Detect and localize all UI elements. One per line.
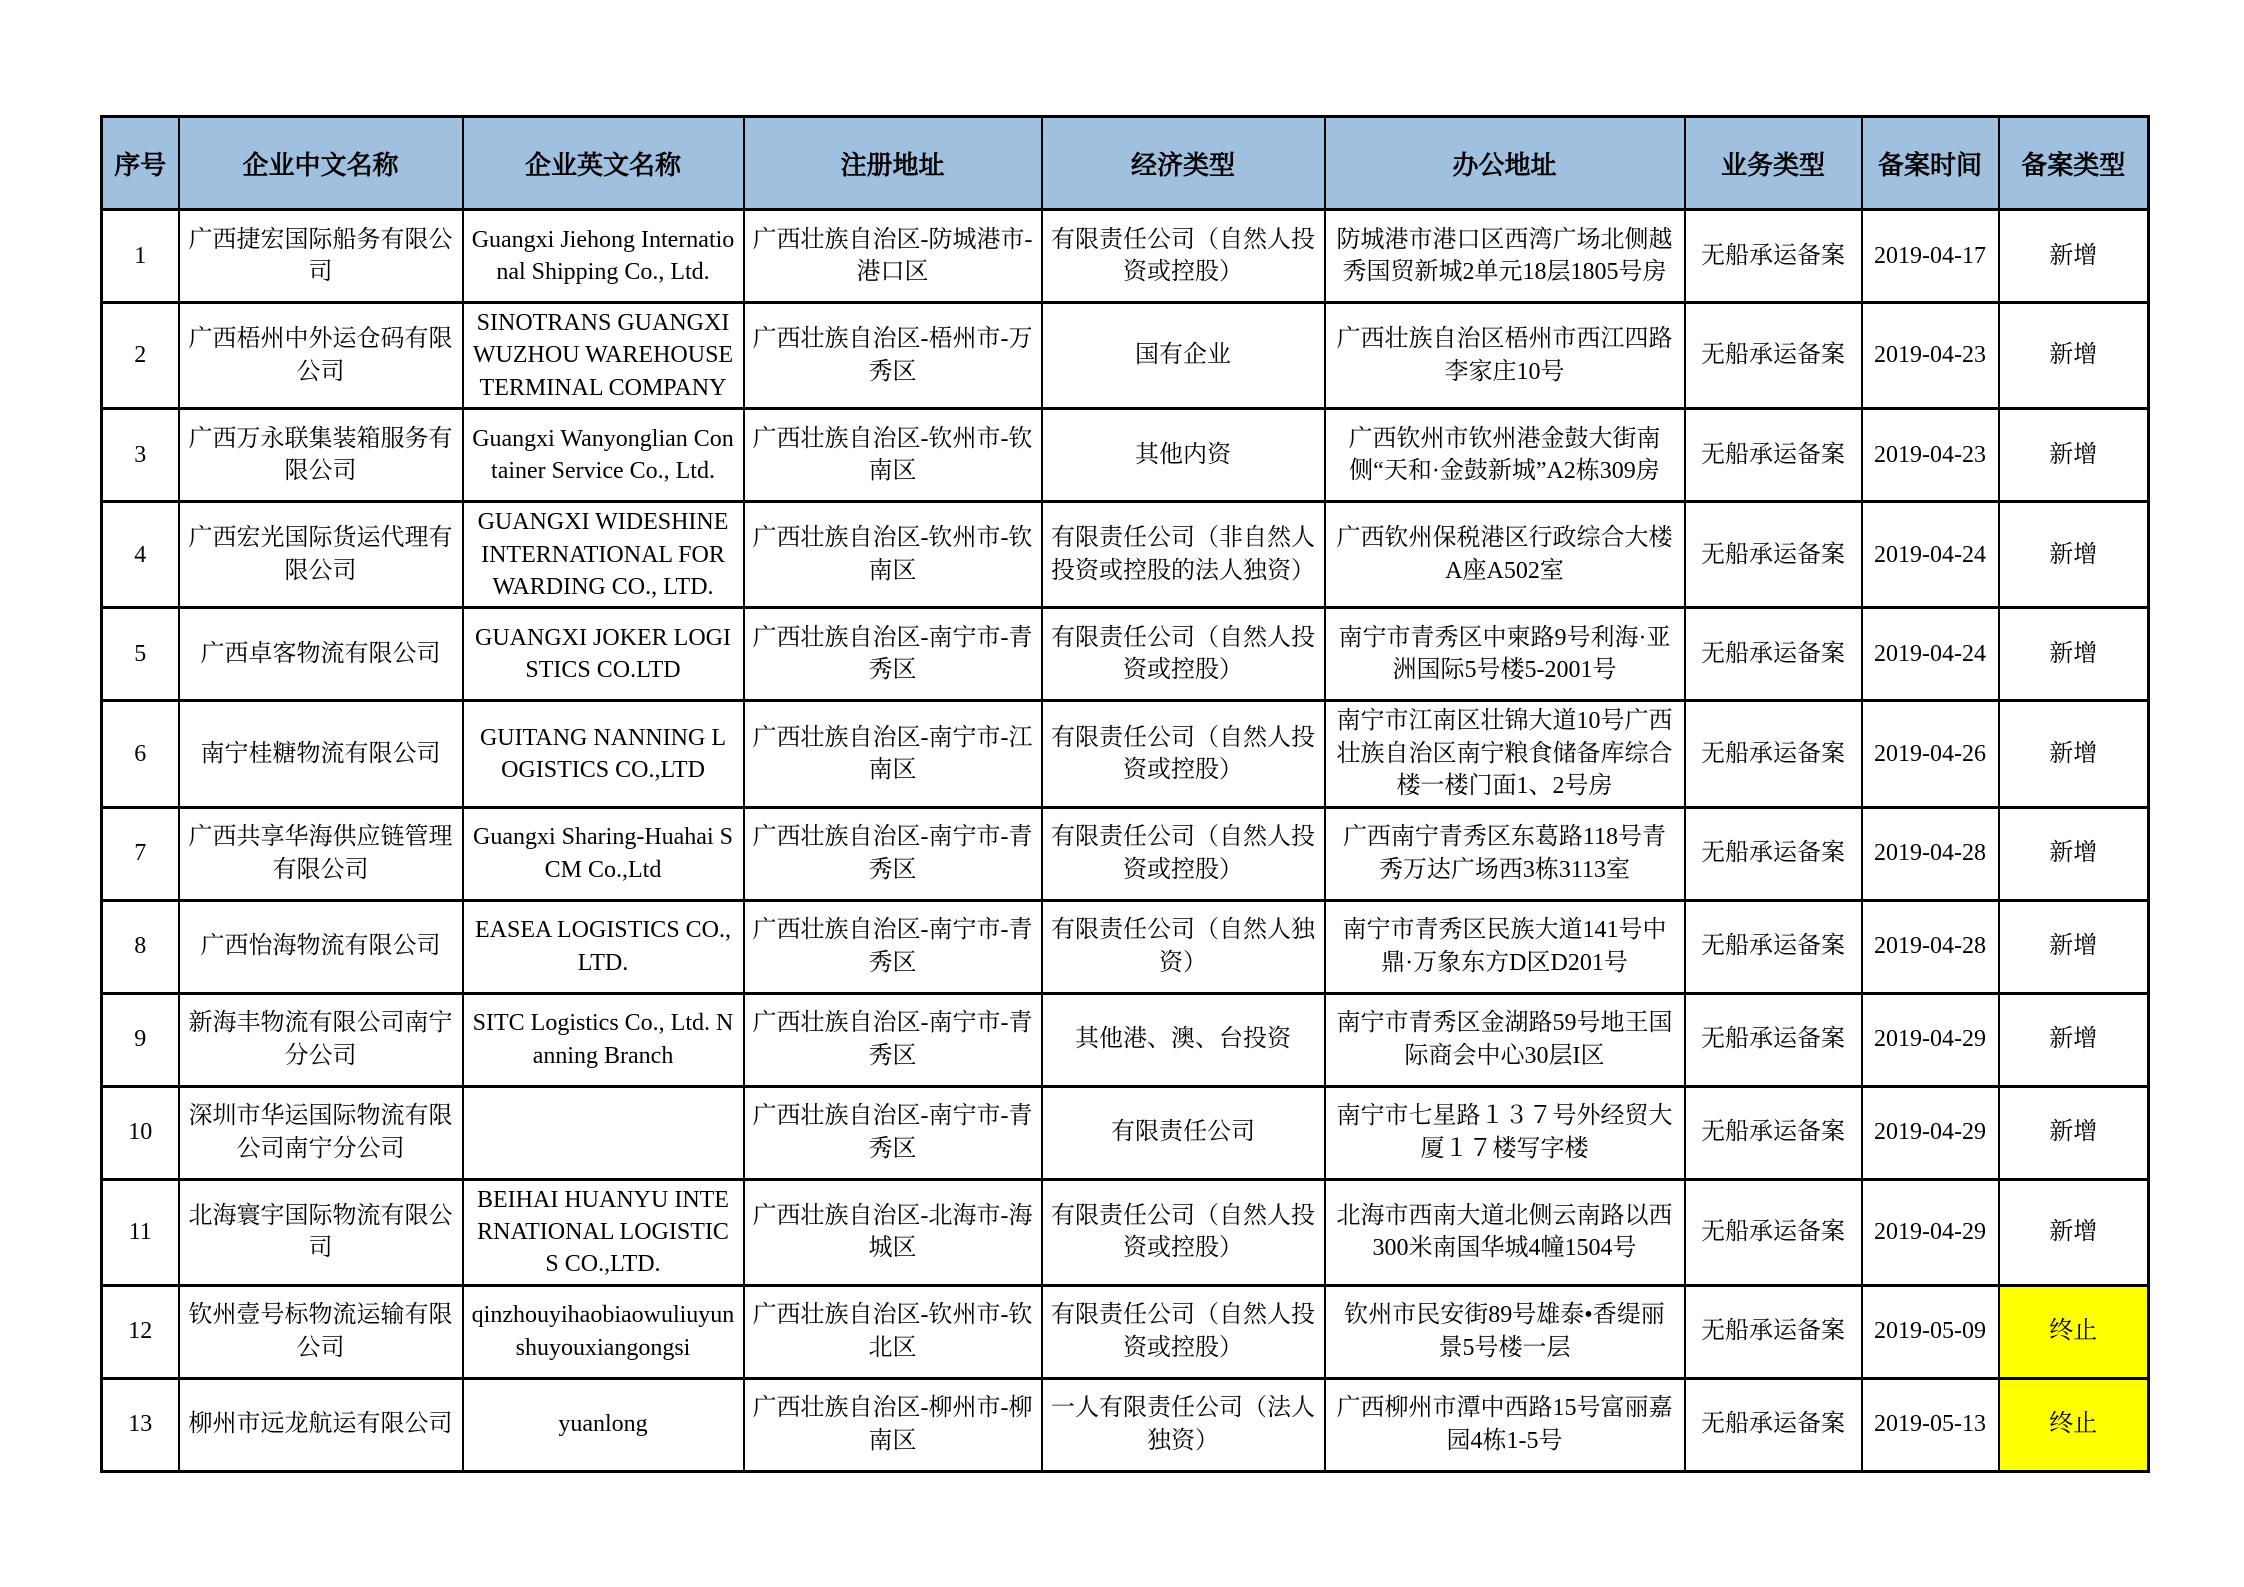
cell-en-name: GUANGXI JOKER LOGISTICS CO.LTD (463, 608, 744, 701)
cell-cn-name: 广西怡海物流有限公司 (179, 900, 463, 993)
cell-biz-type: 无船承运备案 (1685, 1378, 1862, 1471)
cell-cn-name: 广西宏光国际货运代理有限公司 (179, 502, 463, 608)
cell-econ-type: 有限责任公司（自然人投资或控股） (1042, 1179, 1325, 1285)
cell-biz-type: 无船承运备案 (1685, 409, 1862, 502)
cell-filing-date: 2019-04-17 (1862, 210, 1999, 303)
cell-filing-date: 2019-04-29 (1862, 993, 1999, 1086)
column-header-econ_type: 经济类型 (1042, 117, 1325, 210)
cell-serial: 9 (102, 993, 179, 1086)
cell-filing-date: 2019-05-09 (1862, 1285, 1999, 1378)
cell-filing-date: 2019-04-29 (1862, 1179, 1999, 1285)
cell-en-name: BEIHAI HUANYU INTERNATIONAL LOGISTICS CO.,LTD. (463, 1179, 744, 1285)
cell-cn-name: 柳州市远龙航运有限公司 (179, 1378, 463, 1471)
cell-cn-name: 南宁桂糖物流有限公司 (179, 701, 463, 807)
cell-office-address: 北海市西南大道北侧云南路以西300米南国华城4幢1504号 (1325, 1179, 1685, 1285)
cell-en-name: EASEA LOGISTICS CO., LTD. (463, 900, 744, 993)
cell-office-address: 广西南宁青秀区东葛路118号青秀万达广场西3栋3113室 (1325, 807, 1685, 900)
cell-reg-address: 广西壮族自治区-南宁市-青秀区 (744, 807, 1042, 900)
nvocc-filing-table (100, 115, 2150, 1473)
cell-serial: 2 (102, 303, 179, 409)
cell-filing-date: 2019-04-23 (1862, 409, 1999, 502)
cell-office-address: 南宁市江南区壮锦大道10号广西壮族自治区南宁粮食储备库综合楼一楼门面1、2号房 (1325, 701, 1685, 807)
cell-office-address: 南宁市七星路１３７号外经贸大厦１７楼写字楼 (1325, 1086, 1685, 1179)
cell-reg-address: 广西壮族自治区-钦州市-钦南区 (744, 409, 1042, 502)
cell-biz-type: 无船承运备案 (1685, 701, 1862, 807)
column-header-no: 序号 (102, 117, 179, 210)
cell-cn-name: 广西共享华海供应链管理有限公司 (179, 807, 463, 900)
cell-biz-type: 无船承运备案 (1685, 1086, 1862, 1179)
cell-serial: 8 (102, 900, 179, 993)
cell-biz-type: 无船承运备案 (1685, 900, 1862, 993)
cell-filing-type: 新增 (1999, 210, 2149, 303)
cell-filing-type: 新增 (1999, 303, 2149, 409)
cell-reg-address: 广西壮族自治区-防城港市-港口区 (744, 210, 1042, 303)
table-row (102, 900, 2149, 993)
cell-office-address: 南宁市青秀区金湖路59号地王国际商会中心30层I区 (1325, 993, 1685, 1086)
table-row (102, 1086, 2149, 1179)
cell-reg-address: 广西壮族自治区-南宁市-青秀区 (744, 900, 1042, 993)
cell-filing-date: 2019-04-24 (1862, 502, 1999, 608)
cell-econ-type: 有限责任公司 (1042, 1086, 1325, 1179)
cell-biz-type: 无船承运备案 (1685, 608, 1862, 701)
cell-office-address: 南宁市青秀区民族大道141号中鼎·万象东方D区D201号 (1325, 900, 1685, 993)
cell-office-address: 钦州市民安街89号雄泰•香缇丽景5号楼一层 (1325, 1285, 1685, 1378)
cell-filing-date: 2019-04-26 (1862, 701, 1999, 807)
table-row (102, 807, 2149, 900)
cell-econ-type: 有限责任公司（自然人投资或控股） (1042, 210, 1325, 303)
cell-filing-type: 新增 (1999, 807, 2149, 900)
cell-serial: 4 (102, 502, 179, 608)
cell-filing-date: 2019-04-24 (1862, 608, 1999, 701)
cell-en-name: qinzhouyihaobiaowuliuyunshuyouxiangongsi (463, 1285, 744, 1378)
cell-office-address: 南宁市青秀区中柬路9号利海·亚洲国际5号楼5-2001号 (1325, 608, 1685, 701)
cell-biz-type: 无船承运备案 (1685, 1285, 1862, 1378)
cell-serial: 12 (102, 1285, 179, 1378)
cell-reg-address: 广西壮族自治区-南宁市-青秀区 (744, 608, 1042, 701)
cell-filing-type: 新增 (1999, 409, 2149, 502)
cell-econ-type: 有限责任公司（自然人投资或控股） (1042, 608, 1325, 701)
column-header-reg_address: 注册地址 (744, 117, 1042, 210)
table-row (102, 1179, 2149, 1285)
cell-biz-type: 无船承运备案 (1685, 502, 1862, 608)
table-row (102, 303, 2149, 409)
cell-serial: 3 (102, 409, 179, 502)
table-header-row (102, 117, 2149, 210)
cell-filing-type: 新增 (1999, 1179, 2149, 1285)
column-header-biz_type: 业务类型 (1685, 117, 1862, 210)
cell-en-name: SITC Logistics Co., Ltd. Nanning Branch (463, 993, 744, 1086)
cell-filing-date: 2019-04-28 (1862, 900, 1999, 993)
cell-biz-type: 无船承运备案 (1685, 303, 1862, 409)
column-header-en_name: 企业英文名称 (463, 117, 744, 210)
cell-serial: 5 (102, 608, 179, 701)
cell-econ-type: 有限责任公司（自然人投资或控股） (1042, 1285, 1325, 1378)
cell-econ-type: 有限责任公司（自然人投资或控股） (1042, 807, 1325, 900)
cell-econ-type: 有限责任公司（自然人独资） (1042, 900, 1325, 993)
cell-econ-type: 有限责任公司（非自然人投资或控股的法人独资） (1042, 502, 1325, 608)
cell-biz-type: 无船承运备案 (1685, 1179, 1862, 1285)
cell-reg-address: 广西壮族自治区-南宁市-青秀区 (744, 1086, 1042, 1179)
cell-filing-date: 2019-04-28 (1862, 807, 1999, 900)
cell-filing-type: 新增 (1999, 900, 2149, 993)
cell-reg-address: 广西壮族自治区-柳州市-柳南区 (744, 1378, 1042, 1471)
cell-serial: 1 (102, 210, 179, 303)
cell-cn-name: 新海丰物流有限公司南宁分公司 (179, 993, 463, 1086)
cell-reg-address: 广西壮族自治区-梧州市-万秀区 (744, 303, 1042, 409)
cell-en-name: SINOTRANS GUANGXI WUZHOU WAREHOUSE TERMINAL COMPANY (463, 303, 744, 409)
cell-office-address: 防城港市港口区西湾广场北侧越秀国贸新城2单元18层1805号房 (1325, 210, 1685, 303)
table-row (102, 409, 2149, 502)
cell-filing-type: 终止 (1999, 1378, 2149, 1471)
cell-filing-type: 新增 (1999, 502, 2149, 608)
cell-en-name (463, 1086, 744, 1179)
cell-en-name: Guangxi Jiehong International Shipping Co., Ltd. (463, 210, 744, 303)
table-row (102, 608, 2149, 701)
cell-econ-type: 有限责任公司（自然人投资或控股） (1042, 701, 1325, 807)
cell-biz-type: 无船承运备案 (1685, 993, 1862, 1086)
table-row (102, 993, 2149, 1086)
table-row (102, 1285, 2149, 1378)
cell-serial: 10 (102, 1086, 179, 1179)
column-header-filing_type: 备案类型 (1999, 117, 2149, 210)
cell-biz-type: 无船承运备案 (1685, 807, 1862, 900)
cell-serial: 11 (102, 1179, 179, 1285)
cell-cn-name: 北海寰宇国际物流有限公司 (179, 1179, 463, 1285)
table-row (102, 210, 2149, 303)
column-header-office_address: 办公地址 (1325, 117, 1685, 210)
cell-filing-type: 新增 (1999, 993, 2149, 1086)
cell-cn-name: 广西捷宏国际船务有限公司 (179, 210, 463, 303)
cell-reg-address: 广西壮族自治区-北海市-海城区 (744, 1179, 1042, 1285)
cell-office-address: 广西壮族自治区梧州市西江四路李家庄10号 (1325, 303, 1685, 409)
cell-filing-type: 新增 (1999, 608, 2149, 701)
cell-filing-date: 2019-04-23 (1862, 303, 1999, 409)
cell-econ-type: 其他港、澳、台投资 (1042, 993, 1325, 1086)
cell-en-name: Guangxi Sharing-Huahai SCM Co.,Ltd (463, 807, 744, 900)
cell-filing-type: 终止 (1999, 1285, 2149, 1378)
cell-serial: 7 (102, 807, 179, 900)
column-header-cn_name: 企业中文名称 (179, 117, 463, 210)
cell-biz-type: 无船承运备案 (1685, 210, 1862, 303)
cell-office-address: 广西钦州保税港区行政综合大楼A座A502室 (1325, 502, 1685, 608)
cell-cn-name: 深圳市华运国际物流有限公司南宁分公司 (179, 1086, 463, 1179)
cell-reg-address: 广西壮族自治区-钦州市-钦南区 (744, 502, 1042, 608)
cell-econ-type: 一人有限责任公司（法人独资） (1042, 1378, 1325, 1471)
table-row (102, 701, 2149, 807)
cell-en-name: yuanlong (463, 1378, 744, 1471)
cell-filing-date: 2019-04-29 (1862, 1086, 1999, 1179)
cell-filing-type: 新增 (1999, 1086, 2149, 1179)
cell-cn-name: 广西万永联集装箱服务有限公司 (179, 409, 463, 502)
cell-office-address: 广西柳州市潭中西路15号富丽嘉园4栋1-5号 (1325, 1378, 1685, 1471)
cell-filing-date: 2019-05-13 (1862, 1378, 1999, 1471)
cell-filing-type: 新增 (1999, 701, 2149, 807)
cell-en-name: Guangxi Wanyonglian Container Service Co., Ltd. (463, 409, 744, 502)
cell-econ-type: 国有企业 (1042, 303, 1325, 409)
cell-serial: 6 (102, 701, 179, 807)
table-row (102, 1378, 2149, 1471)
cell-reg-address: 广西壮族自治区-南宁市-青秀区 (744, 993, 1042, 1086)
cell-en-name: GUITANG NANNING LOGISTICS CO.,LTD (463, 701, 744, 807)
cell-cn-name: 广西梧州中外运仓码有限公司 (179, 303, 463, 409)
cell-cn-name: 钦州壹号标物流运输有限公司 (179, 1285, 463, 1378)
cell-office-address: 广西钦州市钦州港金鼓大街南侧“天和·金鼓新城”A2栋309房 (1325, 409, 1685, 502)
cell-reg-address: 广西壮族自治区-南宁市-江南区 (744, 701, 1042, 807)
cell-cn-name: 广西卓客物流有限公司 (179, 608, 463, 701)
cell-reg-address: 广西壮族自治区-钦州市-钦北区 (744, 1285, 1042, 1378)
column-header-filing_date: 备案时间 (1862, 117, 1999, 210)
cell-serial: 13 (102, 1378, 179, 1471)
table-row (102, 502, 2149, 608)
cell-econ-type: 其他内资 (1042, 409, 1325, 502)
cell-en-name: GUANGXI WIDESHINE INTERNATIONAL FORWARDING CO., LTD. (463, 502, 744, 608)
